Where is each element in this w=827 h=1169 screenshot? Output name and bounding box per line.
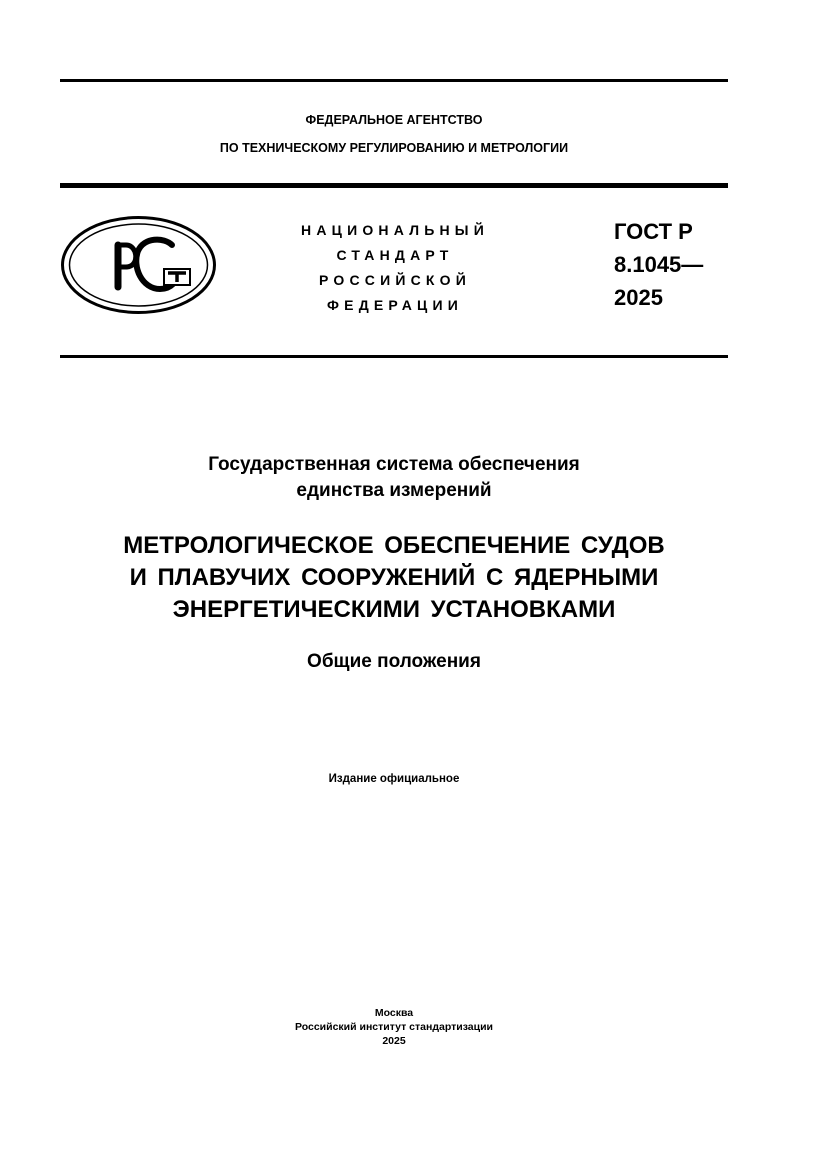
series-title [60,452,728,504]
imprint-publisher: Российский институт стандартизации [294,1021,494,1033]
series-line-1: Государственная система обеспечения [208,454,580,475]
standard-designation [614,215,703,314]
imprint-year: 2025 [382,1035,406,1047]
agency-rule [60,183,728,188]
designation-line-1: ГОСТ Р [614,219,693,244]
designation-line-3: 2025 [614,285,663,310]
agency-line-2: ПО ТЕХНИЧЕСКОМУ РЕГУЛИРОВАНИЮ И МЕТРОЛОГИИ [219,141,569,155]
designation-line-2: 8.1045— [614,252,704,277]
agency-line-1: ФЕДЕРАЛЬНОЕ АГЕНТСТВО [305,113,483,127]
national-standard-block [280,218,510,318]
top-rule [60,79,728,82]
imprint-city: Москва [374,1007,414,1019]
rst-conformity-mark-icon [60,215,217,315]
national-line-1: НАЦИОНАЛЬНЫЙ [301,222,489,238]
national-line-2: СТАНДАРТ [336,247,454,263]
national-line-3: РОССИЙСКОЙ [319,272,471,288]
title-line-2: И ПЛАВУЧИХ СООРУЖЕНИЙ С ЯДЕРНЫМИ [129,564,659,591]
agency-name [60,112,728,156]
title-line-1: МЕТРОЛОГИЧЕСКОЕ ОБЕСПЕЧЕНИЕ СУДОВ [123,532,665,559]
national-line-4: ФЕДЕРАЦИИ [327,297,463,313]
imprint [60,1006,728,1048]
series-line-2: единства измерений [296,480,492,501]
main-title [60,530,728,626]
header-bottom-rule [60,355,728,358]
subtitle: Общие положения [307,651,481,672]
title-line-3: ЭНЕРГЕТИЧЕСКИМИ УСТАНОВКАМИ [172,596,616,623]
edition-note: Издание официальное [328,773,460,785]
